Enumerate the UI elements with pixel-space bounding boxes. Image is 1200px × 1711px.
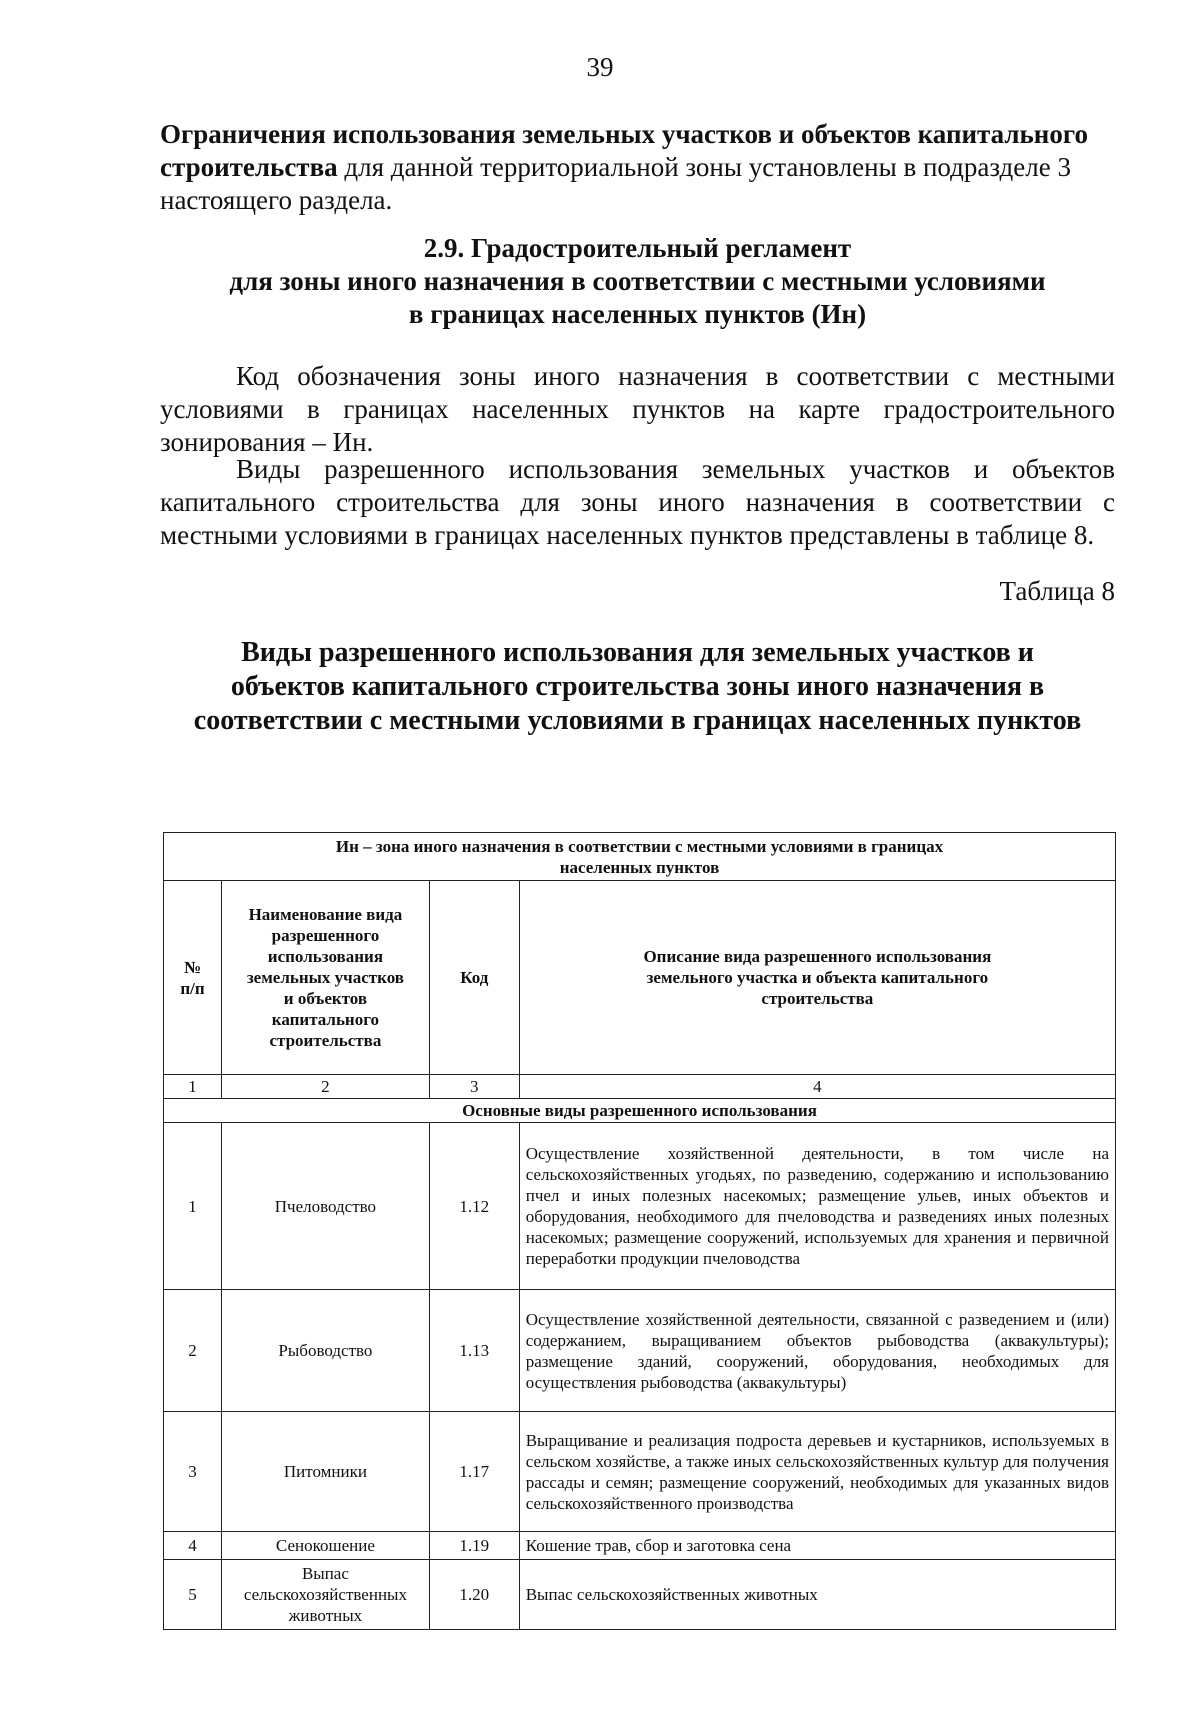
section-heading-line2: для зоны иного назначения в соответствии с местными условиями (229, 266, 1046, 296)
section-heading-line3: в границах населенных пунктов (Ин) (408, 299, 867, 329)
row-num: 5 (164, 1560, 222, 1630)
row-num: 4 (164, 1532, 222, 1560)
table-row (164, 1290, 1116, 1412)
col-index-1: 1 (164, 1075, 222, 1099)
intro-bold-text: Ограничения использования земельных участков и объектов капитального строительства (160, 119, 1088, 182)
row-name: Питомники (221, 1412, 429, 1532)
column-header-row (164, 881, 1116, 1075)
col-index-3: 3 (429, 1075, 519, 1099)
row-name: Пчеловодство (221, 1123, 429, 1290)
table-row (164, 1412, 1116, 1532)
section-heading (160, 232, 1115, 331)
section-header-row (164, 1099, 1116, 1123)
paragraph-zone-code: Код обозначения зоны иного назначения в соответствии с местными условиями в границах населенных пунктов на карте градостроительного зонирования – Ин. (160, 361, 1115, 457)
row-code: 1.12 (429, 1123, 519, 1290)
row-num: 2 (164, 1290, 222, 1412)
col-header-name: Наименование вида разрешенного использования земельных участков и объектов капитального строительства (221, 881, 429, 1075)
row-num: 3 (164, 1412, 222, 1532)
row-description: Осуществление хозяйственной деятельности, в том числе на сельскохозяйственных угодьях, по разведению, содержанию и использованию пчел и иных полезных насекомых; размещение ульев, иных объектов и оборудования, необходимого для пчеловодства и разведениях иных полезных насекомых; размещение сооружений, используемых для хранения и первичной переработки продукции пчеловодства (519, 1123, 1115, 1290)
row-name: Рыбоводство (221, 1290, 429, 1412)
col-header-code: Код (429, 881, 519, 1075)
row-description: Выращивание и реализация подроста деревьев и кустарников, используемых в сельском хозяйстве, а также иных сельскохозяйственных культур для получения рассады и семян; размещение сооружений, необходимых для указанных видов сельскохозяйственного производства (519, 1412, 1115, 1532)
table-title-line3: соответствии с местными условиями в границах населенных пунктов (193, 705, 1082, 736)
row-name: Сенокошение (221, 1532, 429, 1560)
table-row (164, 1123, 1116, 1290)
row-description: Кошение трав, сбор и заготовка сена (519, 1532, 1115, 1560)
row-description: Выпас сельскохозяйственных животных (519, 1560, 1115, 1630)
row-code: 1.13 (429, 1290, 519, 1412)
column-index-row (164, 1075, 1116, 1099)
section-header-cell: Основные виды разрешенного использования (164, 1099, 1116, 1123)
row-num: 1 (164, 1123, 222, 1290)
row-name: Выпас сельскохозяйственных животных (221, 1560, 429, 1630)
table-title-line2: объектов капитального строительства зоны иного назначения в (230, 671, 1045, 702)
intro-rest-text: для данной территориальной зоны установлены в подразделе 3 настоящего раздела. (160, 152, 1071, 215)
page-number: 39 (586, 52, 614, 82)
row-code: 1.20 (429, 1560, 519, 1630)
zone-header-cell: Ин – зона иного назначения в соответствии с местными условиями в границах населенных пунктов (164, 833, 1116, 881)
paragraph-table-ref: Виды разрешенного использования земельных участков и объектов капитального строительства для зоны иного назначения в соответствии с местными условиями в границах населенных пунктов представлены в таблице 8. (160, 454, 1115, 550)
table-row (164, 1560, 1116, 1630)
zone-header-row (164, 833, 1116, 881)
col-index-4: 4 (519, 1075, 1115, 1099)
table-label: Таблица 8 (999, 576, 1115, 606)
section-heading-line1: 2.9. Градостроительный регламент (423, 233, 852, 263)
row-description: Осуществление хозяйственной деятельности, связанной с разведением и (или) содержанием, выращиванием объектов рыбоводства (аквакультуры); размещение зданий, сооружений, оборудования, необходимых для осуществления рыбоводства (аквакультуры) (519, 1290, 1115, 1412)
row-code: 1.17 (429, 1412, 519, 1532)
intro-paragraph (160, 118, 1115, 217)
row-code: 1.19 (429, 1532, 519, 1560)
table-row (164, 1532, 1116, 1560)
col-index-2: 2 (221, 1075, 429, 1099)
col-header-desc: Описание вида разрешенного использования земельного участка и объекта капитального строительства (519, 881, 1115, 1075)
table-title-line1: Виды разрешенного использования для земельных участков и (241, 637, 1034, 668)
regulation-table (163, 832, 1116, 1630)
table-title (150, 636, 1125, 738)
col-header-num: № п/п (164, 881, 222, 1075)
